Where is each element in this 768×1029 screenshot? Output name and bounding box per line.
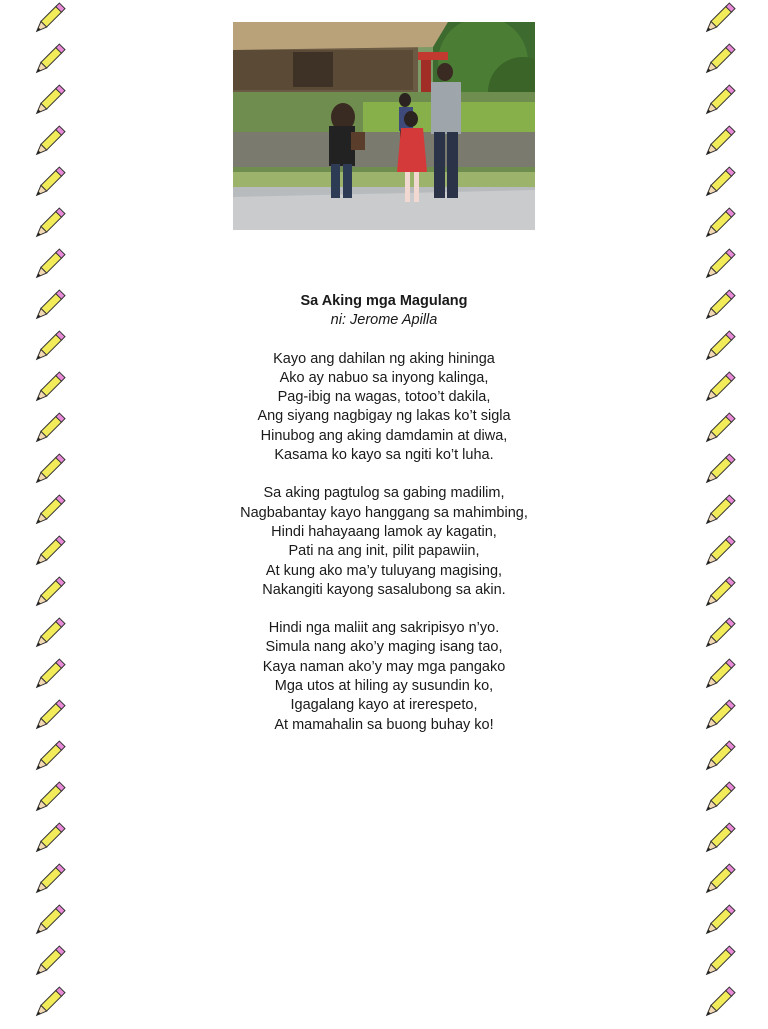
pencil-border-left (28, 0, 72, 1024)
pencil-icon (28, 287, 68, 327)
pencil-icon (28, 902, 68, 942)
pencil-icon (28, 533, 68, 573)
pencil-icon (28, 656, 68, 696)
pencil-icon (28, 984, 68, 1024)
pencil-icon (28, 205, 68, 245)
pencil-icon (28, 574, 68, 614)
poem-line: Kasama ko kayo sa ngiti ko’t luha. (274, 447, 494, 464)
poem-line: Igagalang kayo at irerespeto, (290, 697, 478, 714)
pencil-icon (28, 820, 68, 860)
poem-line: Kaya naman ako’y may mga pangako (262, 658, 506, 675)
poem-line: Ako ay nabuo sa inyong kalinga, (279, 369, 489, 386)
poem-line: Sa aking pagtulog sa gabing madilim, (263, 485, 505, 502)
poem (200, 292, 568, 735)
pencil-icon (28, 451, 68, 491)
pencil-icon (698, 287, 738, 327)
pencil-icon (698, 697, 738, 737)
pencil-icon (698, 984, 738, 1024)
poem-line: Mga utos at hiling ay susundin ko, (274, 678, 494, 695)
pencil-icon (698, 41, 738, 81)
poem-title: Sa Aking mga Magulang (300, 293, 468, 309)
pencil-icon (698, 123, 738, 163)
poem-line: Pag-ibig na wagas, totoo’t dakila, (277, 389, 491, 406)
poem-line: Kayo ang dahilan ng aking hininga (273, 350, 495, 367)
stanza-3 (200, 619, 568, 735)
poem-line: Hinubog ang aking damdamin at diwa, (260, 427, 508, 444)
pencil-border-right (698, 0, 742, 1024)
pencil-icon (698, 533, 738, 573)
poem-author: ni: Jerome Apilla (330, 312, 438, 329)
poem-line: At mamahalin sa buong buhay ko! (274, 716, 494, 733)
pencil-icon (698, 574, 738, 614)
pencil-icon (698, 369, 738, 409)
pencil-icon (698, 82, 738, 122)
poem-line: Hindi nga maliit ang sakripisyo n’yo. (268, 620, 500, 637)
pencil-icon (698, 328, 738, 368)
pencil-icon (28, 943, 68, 983)
pencil-icon (28, 328, 68, 368)
pencil-icon (698, 779, 738, 819)
pencil-icon (28, 123, 68, 163)
pencil-icon (698, 902, 738, 942)
family-photo (233, 22, 535, 230)
pencil-icon (698, 492, 738, 532)
poem-line: At kung ako ma’y tuluyang magising, (265, 562, 503, 579)
pencil-icon (28, 164, 68, 204)
pencil-icon (28, 861, 68, 901)
pencil-icon (28, 246, 68, 286)
poem-line: Nagbabantay kayo hanggang sa mahimbing, (240, 504, 528, 521)
poem-line: Simula nang ako’y maging isang tao, (265, 639, 503, 656)
pencil-icon (28, 0, 68, 40)
pencil-icon (698, 820, 738, 860)
pencil-icon (698, 410, 738, 450)
stanza-1 (200, 350, 568, 466)
poem-line: Ang siyang nagbigay ng lakas ko’t sigla (257, 408, 511, 425)
pencil-icon (698, 246, 738, 286)
pencil-icon (28, 369, 68, 409)
pencil-icon (28, 779, 68, 819)
pencil-icon (698, 615, 738, 655)
pencil-icon (698, 164, 738, 204)
pencil-icon (28, 492, 68, 532)
pencil-icon (698, 738, 738, 778)
pencil-icon (698, 0, 738, 40)
pencil-icon (28, 410, 68, 450)
pencil-icon (698, 205, 738, 245)
pencil-icon (28, 82, 68, 122)
pencil-icon (28, 41, 68, 81)
pencil-icon (28, 615, 68, 655)
pencil-icon (698, 943, 738, 983)
poem-line: Hindi hahayaang lamok ay kagatin, (271, 523, 497, 540)
pencil-icon (698, 451, 738, 491)
poem-line: Pati na ang init, pilit papawiin, (288, 543, 480, 560)
pencil-icon (698, 656, 738, 696)
pencil-icon (28, 738, 68, 778)
poem-line: Nakangiti kayong sasalubong sa akin. (262, 581, 506, 598)
pencil-icon (28, 697, 68, 737)
pencil-icon (698, 861, 738, 901)
stanza-2 (200, 484, 568, 600)
